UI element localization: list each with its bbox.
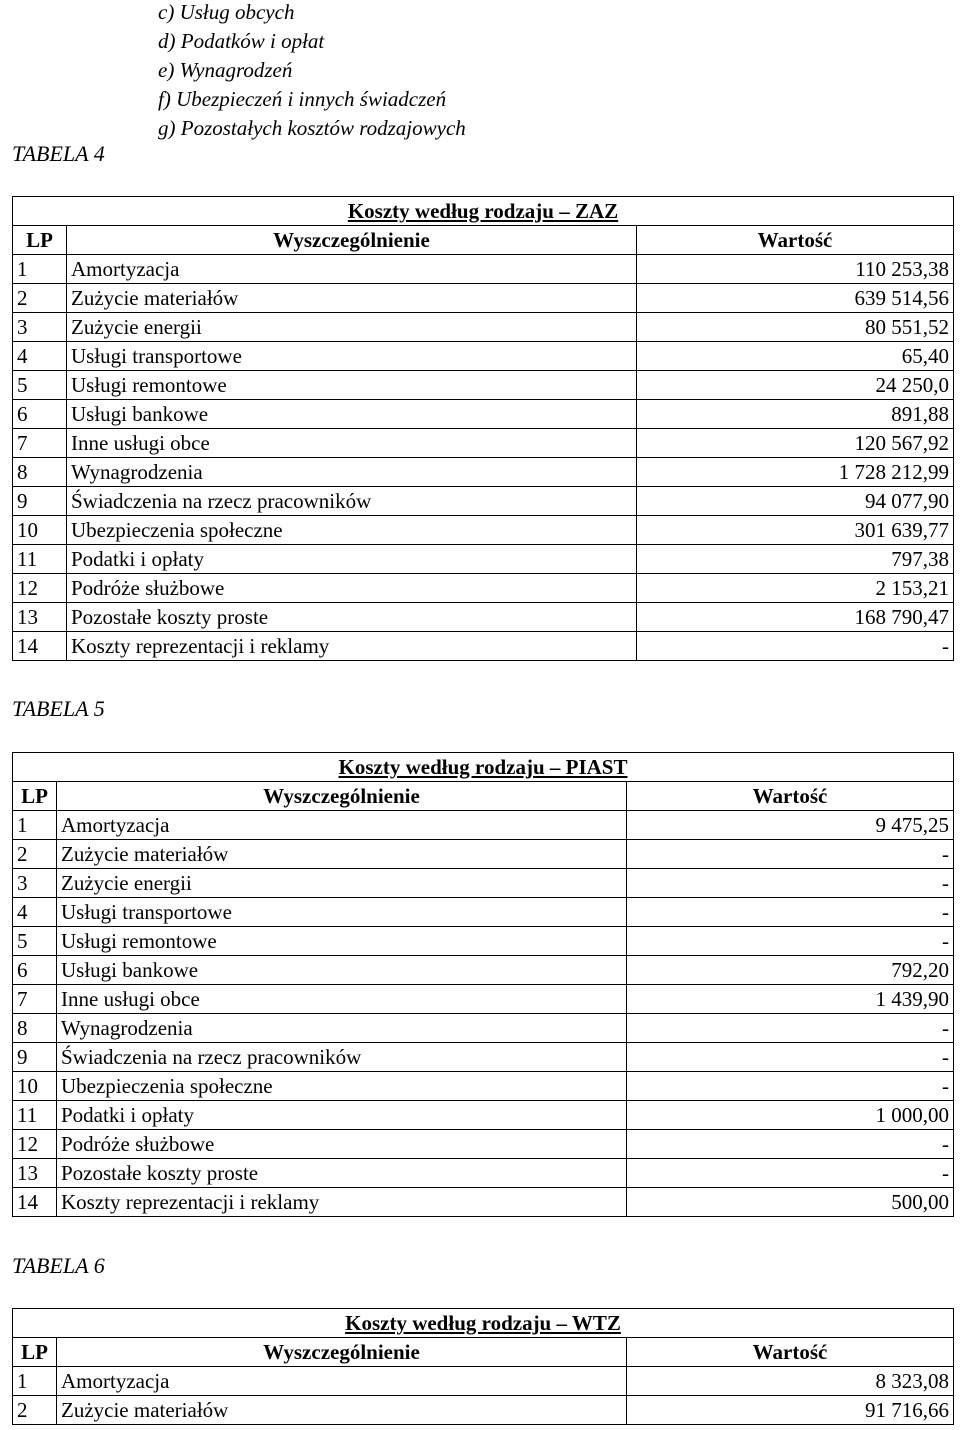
cell-opis: Koszty reprezentacji i reklamy	[67, 632, 637, 661]
table-caption-row	[13, 1309, 954, 1338]
cell-wartosc: -	[627, 1014, 954, 1043]
header-lp: LP	[13, 782, 57, 811]
table-row	[13, 1188, 954, 1217]
table-5-label: TABELA 5	[12, 696, 105, 721]
cell-opis: Wynagrodzenia	[67, 458, 637, 487]
table-row	[13, 1072, 954, 1101]
cell-wartosc: 120 567,92	[637, 429, 954, 458]
cell-opis: Usługi remontowe	[57, 927, 627, 956]
header-lp: LP	[13, 1338, 57, 1367]
table-row	[13, 840, 954, 869]
cell-lp: 13	[13, 603, 67, 632]
cell-wartosc: 500,00	[627, 1188, 954, 1217]
cell-opis: Usługi transportowe	[57, 898, 627, 927]
cell-wartosc: 1 728 212,99	[637, 458, 954, 487]
cell-opis: Inne usługi obce	[57, 985, 627, 1014]
cell-opis: Pozostałe koszty proste	[67, 603, 637, 632]
cell-wartosc: -	[627, 1159, 954, 1188]
table-row	[13, 284, 954, 313]
table-row	[13, 429, 954, 458]
cell-opis: Podatki i opłaty	[57, 1101, 627, 1130]
cell-lp: 13	[13, 1159, 57, 1188]
cell-wartosc: -	[627, 840, 954, 869]
cell-wartosc: 301 639,77	[637, 516, 954, 545]
table-caption: Koszty według rodzaju – PIAST	[13, 753, 954, 782]
cell-lp: 10	[13, 1072, 57, 1101]
cell-lp: 5	[13, 371, 67, 400]
table-caption-row	[13, 753, 954, 782]
cell-lp: 11	[13, 1101, 57, 1130]
cell-lp: 7	[13, 429, 67, 458]
cell-opis: Amortyzacja	[67, 255, 637, 284]
list-item: c) Usług obcych	[158, 0, 295, 24]
header-opis: Wyszczególnienie	[57, 782, 627, 811]
header-wartosc: Wartość	[627, 1338, 954, 1367]
cell-opis: Zużycie energii	[57, 869, 627, 898]
cell-wartosc: 94 077,90	[637, 487, 954, 516]
table-row	[13, 898, 954, 927]
cell-wartosc: -	[627, 1043, 954, 1072]
table-row	[13, 1101, 954, 1130]
cell-lp: 2	[13, 284, 67, 313]
cell-opis: Zużycie materiałów	[67, 284, 637, 313]
cell-opis: Usługi remontowe	[67, 371, 637, 400]
cell-lp: 3	[13, 313, 67, 342]
costs-table-wtz	[12, 1308, 954, 1425]
cell-wartosc: 80 551,52	[637, 313, 954, 342]
table-row	[13, 1396, 954, 1425]
header-lp: LP	[13, 226, 67, 255]
table-row	[13, 400, 954, 429]
cell-wartosc: 9 475,25	[627, 811, 954, 840]
cell-opis: Wynagrodzenia	[57, 1014, 627, 1043]
cell-wartosc: 792,20	[627, 956, 954, 985]
cell-opis: Amortyzacja	[57, 1367, 627, 1396]
table-row	[13, 1014, 954, 1043]
cell-wartosc: -	[627, 1130, 954, 1159]
table-row	[13, 985, 954, 1014]
cell-wartosc: 8 323,08	[627, 1367, 954, 1396]
table-4-label: TABELA 4	[12, 141, 105, 166]
list-item: g) Pozostałych kosztów rodzajowych	[158, 116, 466, 140]
cell-opis: Zużycie materiałów	[57, 840, 627, 869]
list-item: f) Ubezpieczeń i innych świadczeń	[158, 87, 447, 111]
cell-lp: 10	[13, 516, 67, 545]
header-wartosc: Wartość	[627, 782, 954, 811]
cell-wartosc: 1 000,00	[627, 1101, 954, 1130]
cell-wartosc: -	[627, 1072, 954, 1101]
table-row	[13, 956, 954, 985]
cell-lp: 12	[13, 574, 67, 603]
header-opis: Wyszczególnienie	[67, 226, 637, 255]
cell-opis: Inne usługi obce	[67, 429, 637, 458]
cell-opis: Zużycie energii	[67, 313, 637, 342]
cell-lp: 6	[13, 956, 57, 985]
cell-opis: Koszty reprezentacji i reklamy	[57, 1188, 627, 1217]
cell-lp: 6	[13, 400, 67, 429]
cell-lp: 3	[13, 869, 57, 898]
cell-opis: Podatki i opłaty	[67, 545, 637, 574]
cell-lp: 1	[13, 1367, 57, 1396]
table-row	[13, 516, 954, 545]
table-row	[13, 811, 954, 840]
table-row	[13, 1367, 954, 1396]
cell-lp: 14	[13, 1188, 57, 1217]
cell-lp: 1	[13, 255, 67, 284]
cell-opis: Ubezpieczenia społeczne	[57, 1072, 627, 1101]
cell-opis: Podróże służbowe	[67, 574, 637, 603]
table-row	[13, 458, 954, 487]
intro-list	[158, 0, 466, 145]
cell-wartosc: 65,40	[637, 342, 954, 371]
cell-opis: Świadczenia na rzecz pracowników	[57, 1043, 627, 1072]
table-row	[13, 313, 954, 342]
table-row	[13, 1130, 954, 1159]
cell-wartosc: -	[627, 927, 954, 956]
cell-opis: Ubezpieczenia społeczne	[67, 516, 637, 545]
cell-opis: Usługi transportowe	[67, 342, 637, 371]
cell-wartosc: 797,38	[637, 545, 954, 574]
cell-wartosc: 168 790,47	[637, 603, 954, 632]
table-row	[13, 632, 954, 661]
header-wartosc: Wartość	[637, 226, 954, 255]
table-row	[13, 255, 954, 284]
cell-lp: 4	[13, 898, 57, 927]
table-caption: Koszty według rodzaju – WTZ	[13, 1309, 954, 1338]
table-caption-row	[13, 197, 954, 226]
cell-wartosc: 110 253,38	[637, 255, 954, 284]
cell-lp: 1	[13, 811, 57, 840]
costs-table-zaz	[12, 196, 954, 661]
cell-lp: 12	[13, 1130, 57, 1159]
cell-opis: Usługi bankowe	[57, 956, 627, 985]
list-item: d) Podatków i opłat	[158, 29, 325, 53]
cell-opis: Amortyzacja	[57, 811, 627, 840]
cell-opis: Usługi bankowe	[67, 400, 637, 429]
cell-lp: 8	[13, 458, 67, 487]
cell-lp: 5	[13, 927, 57, 956]
cell-lp: 2	[13, 840, 57, 869]
table-header-row	[13, 782, 954, 811]
cell-wartosc: 91 716,66	[627, 1396, 954, 1425]
costs-table-piast	[12, 752, 954, 1217]
table-header-row	[13, 226, 954, 255]
table-row	[13, 342, 954, 371]
cell-lp: 9	[13, 1043, 57, 1072]
cell-lp: 14	[13, 632, 67, 661]
table-header-row	[13, 1338, 954, 1367]
cell-wartosc: 639 514,56	[637, 284, 954, 313]
cell-wartosc: 24 250,0	[637, 371, 954, 400]
cell-wartosc: -	[627, 898, 954, 927]
cell-lp: 7	[13, 985, 57, 1014]
table-6-label: TABELA 6	[12, 1253, 105, 1278]
cell-wartosc: -	[637, 632, 954, 661]
table-caption: Koszty według rodzaju – ZAZ	[13, 197, 954, 226]
cell-lp: 2	[13, 1396, 57, 1425]
cell-wartosc: 1 439,90	[627, 985, 954, 1014]
cell-wartosc: -	[627, 869, 954, 898]
table-row	[13, 603, 954, 632]
table-row	[13, 1043, 954, 1072]
cell-opis: Pozostałe koszty proste	[57, 1159, 627, 1188]
cell-lp: 9	[13, 487, 67, 516]
table-row	[13, 371, 954, 400]
table-row	[13, 545, 954, 574]
header-opis: Wyszczególnienie	[57, 1338, 627, 1367]
cell-opis: Podróże służbowe	[57, 1130, 627, 1159]
table-row	[13, 487, 954, 516]
table-row	[13, 1159, 954, 1188]
list-item: e) Wynagrodzeń	[158, 58, 293, 82]
cell-opis: Świadczenia na rzecz pracowników	[67, 487, 637, 516]
cell-lp: 8	[13, 1014, 57, 1043]
table-row	[13, 869, 954, 898]
cell-wartosc: 2 153,21	[637, 574, 954, 603]
table-row	[13, 574, 954, 603]
table-row	[13, 927, 954, 956]
cell-wartosc: 891,88	[637, 400, 954, 429]
cell-lp: 4	[13, 342, 67, 371]
cell-opis: Zużycie materiałów	[57, 1396, 627, 1425]
cell-lp: 11	[13, 545, 67, 574]
